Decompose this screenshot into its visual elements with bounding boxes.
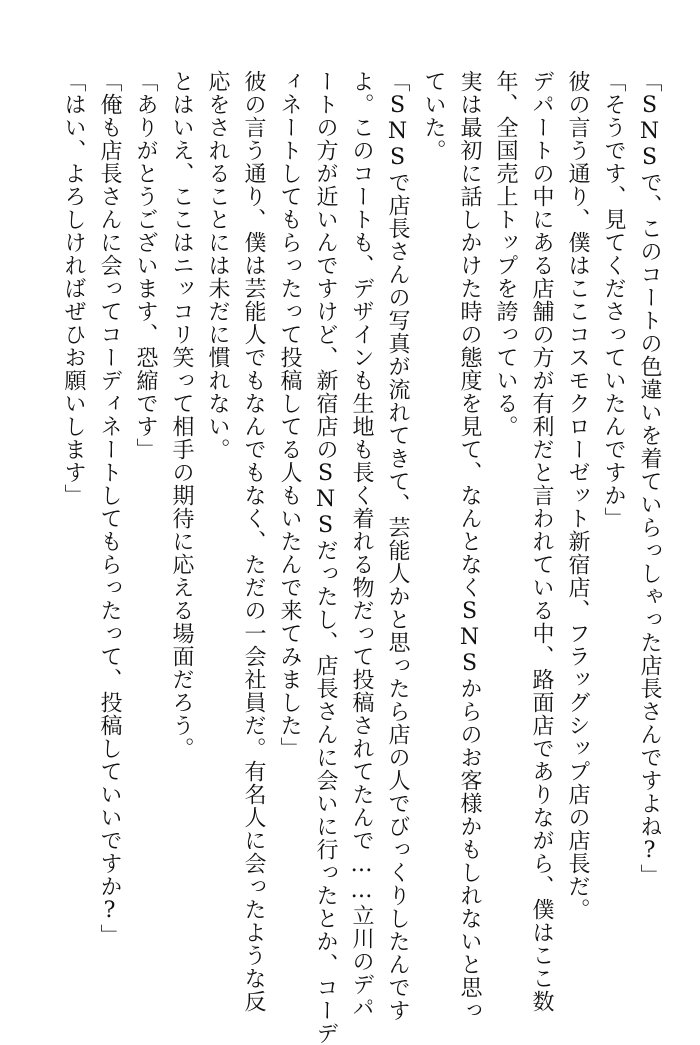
- text-line-5: 年、全国売上トップを誇っている。: [493, 70, 518, 438]
- text-line-4: デパートの中にある店舗の方が有利だと言われている中、路面店でありながら、僕はここ数: [529, 70, 554, 1013]
- text-line-12: 彼の言う通り、僕は芸能人でもなんでもなく、ただの一会社員だ。有名人に会ったような反: [241, 70, 266, 1013]
- text-line-10: ートの方が近いんですけど、新宿店のSNSだったし、店長さんに会いに行ったとか、コーデ: [313, 70, 338, 1045]
- text-line-1: 「SNSで、このコートの色違いを着ていらっしゃった店長さんですよね?」: [637, 70, 662, 887]
- text-line-9: よ。このコートも、デザインも生地も長く着れる物だって投稿されてたんで……立川のデパ: [349, 70, 374, 1019]
- text-line-13: 応をされることには未だに慣れない。: [205, 70, 230, 461]
- text-line-16: 「俺も店長さんに会ってコーディネートしてもらったって、投稿していいですか?」: [97, 70, 122, 947]
- text-line-2: 「そうです、見てくださっていたんですか」: [601, 70, 626, 530]
- text-line-6: 実は最初に話しかけた時の態度を見て、なんとなくSNSからのお客様かもしれないと思っ: [457, 70, 482, 1022]
- text-line-17: 「はい、よろしければぜひお願いします」: [61, 70, 86, 507]
- text-line-8: 「SNSで店長さんの写真が流れてきて、芸能人かと思ったら店の人でびっくりしたんです: [385, 70, 410, 1022]
- text-line-7: ていた。: [421, 70, 446, 162]
- text-line-11: ィネートしてもらったって投稿してる人もいたんで来てみました」: [277, 70, 302, 760]
- text-line-3: 彼の言う通り、僕はここコスモクローゼット新宿店、フラッグシップ店の店長だ。: [565, 70, 590, 921]
- text-line-14: とはいえ、ここはニッコリ笑って相手の期待に応える場面だろう。: [169, 70, 194, 760]
- text-line-15: 「ありがとうございます、恐縮です」: [133, 70, 158, 461]
